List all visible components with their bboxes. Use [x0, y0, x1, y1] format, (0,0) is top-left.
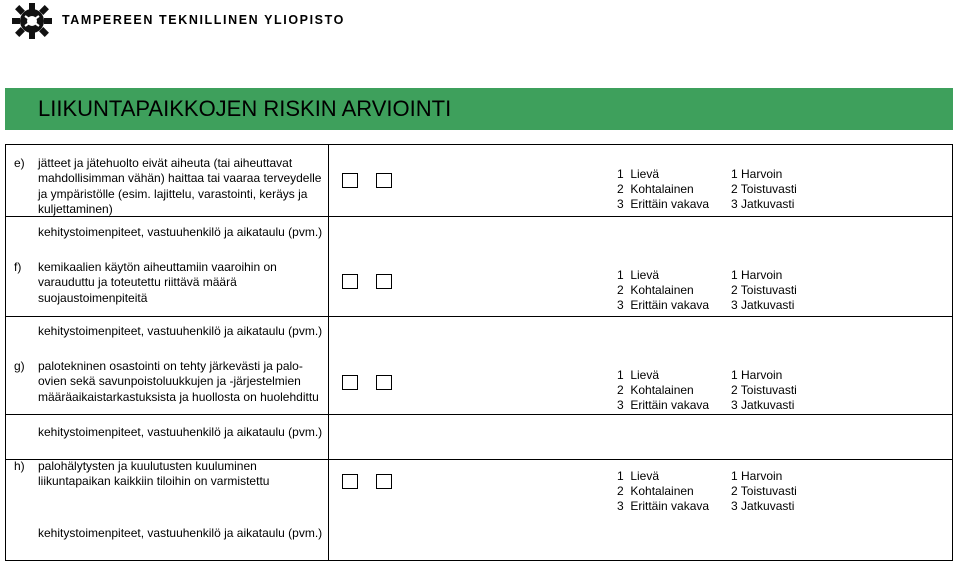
checkbox-yes[interactable] [342, 375, 358, 390]
item-question: jätteet ja jätehuolto eivät aiheuta (tai aiheuttavat mahdollisimman vähän) haittaa tai vaaraa terveydelle ja ympäristölle (esim. lajittelu, varastointi, keräys ja kuljettaminen) [38, 156, 322, 216]
frequency-option: 2 Toistuvasti [731, 182, 797, 197]
checkbox-yes[interactable] [342, 173, 358, 188]
gear-logo-icon [10, 2, 54, 40]
severity-option: 1 Lievä [617, 268, 660, 282]
checkbox-no[interactable] [376, 375, 392, 390]
severity-option: 1 Lievä [617, 167, 660, 181]
university-name: TAMPEREEN TEKNILLINEN YLIOPISTO [62, 13, 345, 27]
page-title: LIIKUNTAPAIKKOJEN RISKIN ARVIOINTI [38, 96, 452, 121]
severity-scale [617, 368, 709, 414]
university-logo [10, 2, 54, 40]
frequency-option: 1 Harvoin [731, 469, 783, 483]
severity-scale [617, 268, 709, 314]
frequency-scale [731, 167, 797, 213]
action-label: kehitystoimenpiteet, vastuuhenkilö ja aikataulu (pvm.) [38, 324, 323, 338]
frequency-option: 1 Harvoin [731, 268, 783, 282]
severity-scale [617, 167, 709, 213]
severity-option: 2 Kohtalainen [617, 383, 694, 398]
severity-option: 3 Erittäin vakava [617, 499, 710, 514]
severity-option: 1 Lievä [617, 469, 660, 483]
frequency-option: 2 Toistuvasti [731, 283, 797, 298]
severity-option: 1 Lievä [617, 368, 660, 382]
frequency-option: 3 Jatkuvasti [731, 398, 795, 413]
frequency-option: 2 Toistuvasti [731, 383, 797, 398]
severity-option: 3 Erittäin vakava [617, 197, 710, 212]
item-letter: f) [14, 260, 22, 274]
frequency-scale [731, 368, 797, 414]
checkbox-yes[interactable] [342, 274, 358, 289]
item-question: palotekninen osastointi on tehty järkevästi ja palo-ovien sekä savunpoistoluukkujen ja -järjestelmien määräaikaistarkastuksista ja huollosta on huolehdittu [38, 359, 319, 404]
action-label: kehitystoimenpiteet, vastuuhenkilö ja aikataulu (pvm.) [38, 225, 323, 239]
frequency-option: 1 Harvoin [731, 368, 783, 382]
risk-table [5, 144, 953, 561]
frequency-scale [731, 469, 797, 515]
row-divider [6, 414, 952, 415]
severity-option: 2 Kohtalainen [617, 484, 694, 499]
item-question: kemikaalien käytön aiheuttamiin vaaroihin on varauduttu ja toteutettu riittävä määrä suojaustoimenpiteitä [38, 260, 277, 305]
item-letter: h) [14, 459, 25, 473]
severity-option: 2 Kohtalainen [617, 283, 694, 298]
action-label: kehitystoimenpiteet, vastuuhenkilö ja aikataulu (pvm.) [38, 425, 323, 439]
frequency-scale [731, 268, 797, 314]
column-divider [328, 145, 329, 560]
checkbox-no[interactable] [376, 474, 392, 489]
checkbox-yes[interactable] [342, 474, 358, 489]
item-letter: e) [14, 156, 25, 170]
checkbox-no[interactable] [376, 274, 392, 289]
action-label: kehitystoimenpiteet, vastuuhenkilö ja aikataulu (pvm.) [38, 526, 323, 540]
row-divider [6, 316, 952, 317]
frequency-option: 3 Jatkuvasti [731, 197, 795, 212]
frequency-option: 3 Jatkuvasti [731, 499, 795, 514]
severity-option: 2 Kohtalainen [617, 182, 694, 197]
frequency-option: 3 Jatkuvasti [731, 298, 795, 313]
item-letter: g) [14, 359, 25, 373]
severity-option: 3 Erittäin vakava [617, 298, 710, 313]
frequency-option: 2 Toistuvasti [731, 484, 797, 499]
frequency-option: 1 Harvoin [731, 167, 783, 181]
checkbox-no[interactable] [376, 173, 392, 188]
item-question: palohälytysten ja kuulutusten kuuluminen liikuntapaikan kaikkiin tiloihin on varmistettu [38, 459, 270, 489]
severity-scale [617, 469, 709, 515]
severity-option: 3 Erittäin vakava [617, 398, 710, 413]
